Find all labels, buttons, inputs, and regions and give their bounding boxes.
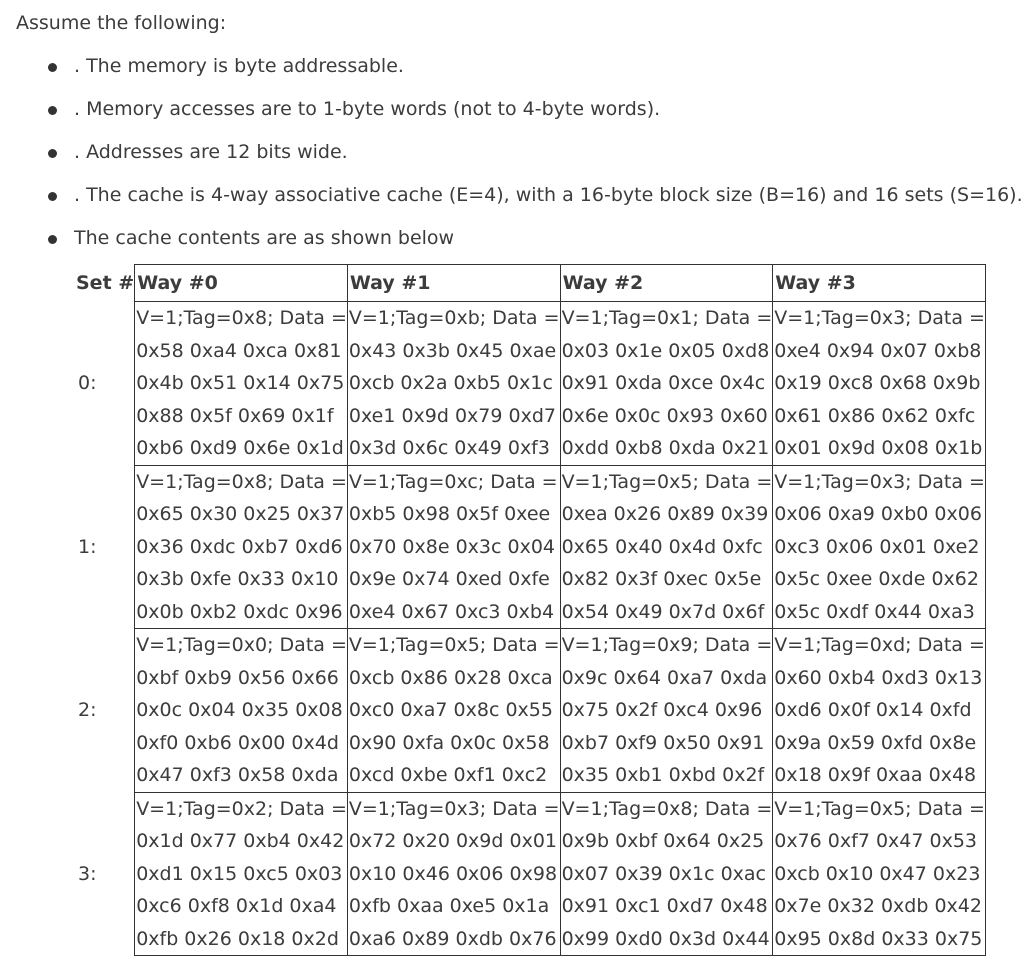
cache-line-header: V=1;Tag=0xd; Data = bbox=[774, 634, 985, 656]
cache-data-bytes: 0x36 0xdc 0xb7 0xd6 bbox=[136, 535, 343, 558]
table-header-row bbox=[74, 265, 985, 302]
cache-data-bytes: 0xa6 0x89 0xdb 0x76 bbox=[348, 927, 557, 950]
cache-data-bytes: 0x06 0xa9 0xb0 0x06 bbox=[774, 503, 982, 525]
cache-data-bytes: 0x5c 0xee 0xde 0x62 bbox=[774, 568, 979, 590]
cache-line-way-3 bbox=[773, 792, 986, 956]
cache-line-header: V=1;Tag=0x9; Data = bbox=[561, 634, 773, 656]
set-number-header: Set # bbox=[76, 272, 135, 294]
cache-line-way-3 bbox=[773, 465, 986, 629]
assumption-text: . The memory is byte addressable. bbox=[74, 55, 404, 77]
cache-line-way-0 bbox=[135, 465, 348, 629]
cache-data-bytes: 0x54 0x49 0x7d 0x6f bbox=[561, 600, 765, 623]
cache-data-bytes: 0xb5 0x98 0x5f 0xee bbox=[348, 503, 551, 525]
cache-line-way-0 bbox=[135, 629, 348, 793]
bullet-icon bbox=[48, 149, 57, 158]
table-row bbox=[74, 465, 985, 629]
cache-data-bytes: 0x07 0x39 0x1c 0xac bbox=[561, 862, 766, 885]
cache-line-header: V=1;Tag=0x3; Data = bbox=[774, 470, 985, 493]
cache-data-bytes: 0xcb 0x10 0x47 0x23 bbox=[774, 862, 981, 885]
assumption-text: . Memory accesses are to 1-byte words (not to 4-byte words). bbox=[74, 98, 661, 120]
cache-data-bytes: 0x65 0x30 0x25 0x37 bbox=[136, 503, 345, 525]
cache-line-way-1 bbox=[347, 792, 560, 956]
bullet-icon bbox=[48, 192, 57, 201]
assumption-text: . Addresses are 12 bits wide. bbox=[74, 141, 348, 163]
assumption-text: . The cache is 4-way associative cache (E=4), with a 16-byte block size (B=16) and 16 sets (S=16). bbox=[74, 184, 1023, 206]
set-number: 1: bbox=[78, 535, 97, 558]
cache-data-bytes: 0xea 0x26 0x89 0x39 bbox=[561, 503, 769, 525]
set-number: 3: bbox=[78, 862, 97, 885]
intro-text: Assume the following: bbox=[16, 12, 227, 34]
cache-data-bytes: 0x0c 0x04 0x35 0x08 bbox=[136, 699, 343, 721]
cache-data-bytes: 0x91 0xda 0xce 0x4c bbox=[561, 372, 766, 394]
cache-data-bytes: 0x90 0xfa 0x0c 0x58 bbox=[348, 731, 550, 754]
cache-line-header: V=1;Tag=0x5; Data = bbox=[774, 797, 985, 820]
cache-line-way-2 bbox=[560, 792, 773, 956]
cache-data-bytes: 0xbf 0xb9 0x56 0x66 bbox=[136, 666, 339, 689]
cache-line-way-3 bbox=[773, 302, 986, 466]
cache-data-bytes: 0x70 0x8e 0x3c 0x04 bbox=[348, 535, 555, 558]
cache-data-bytes: 0x0b 0xb2 0xdc 0x96 bbox=[136, 600, 343, 623]
cache-data-bytes: 0xd1 0x15 0xc5 0x03 bbox=[136, 862, 343, 885]
cache-data-bytes: 0xf0 0xb6 0x00 0x4d bbox=[136, 731, 339, 754]
cache-data-bytes: 0xcd 0xbe 0xf1 0xc2 bbox=[348, 764, 548, 786]
cache-data-bytes: 0x9e 0x74 0xed 0xfe bbox=[348, 568, 550, 590]
cache-line-header: V=1;Tag=0x3; Data = bbox=[774, 307, 985, 329]
cache-line-way-1 bbox=[347, 629, 560, 793]
bullet-icon bbox=[48, 63, 57, 72]
cache-data-bytes: 0xfb 0xaa 0xe5 0x1a bbox=[348, 895, 550, 917]
cache-data-bytes: 0x61 0x86 0x62 0xfc bbox=[774, 404, 976, 427]
cache-data-bytes: 0x3d 0x6c 0x49 0xf3 bbox=[348, 437, 550, 459]
cache-data-bytes: 0x10 0x46 0x06 0x98 bbox=[348, 862, 558, 885]
cache-data-bytes: 0x76 0xf7 0x47 0x53 bbox=[774, 830, 978, 852]
cache-line-header: V=1;Tag=0x8; Data = bbox=[136, 307, 347, 329]
cache-data-bytes: 0x4b 0x51 0x14 0x75 bbox=[136, 372, 345, 394]
cache-data-bytes: 0xc6 0xf8 0x1d 0xa4 bbox=[136, 895, 337, 917]
cache-data-bytes: 0xb6 0xd9 0x6e 0x1d bbox=[136, 437, 344, 459]
cache-data-bytes: 0xc3 0x06 0x01 0xe2 bbox=[774, 535, 980, 558]
cache-data-bytes: 0x75 0x2f 0xc4 0x96 bbox=[561, 699, 763, 721]
way-3-header: Way #3 bbox=[773, 265, 986, 302]
cache-data-bytes: 0x95 0x8d 0x33 0x75 bbox=[774, 927, 983, 950]
table-row bbox=[74, 302, 985, 466]
cache-line-way-1 bbox=[347, 465, 560, 629]
cache-data-bytes: 0x9b 0xbf 0x64 0x25 bbox=[561, 830, 765, 852]
cache-data-bytes: 0x58 0xa4 0xca 0x81 bbox=[136, 339, 342, 362]
cache-data-bytes: 0x3b 0xfe 0x33 0x10 bbox=[136, 568, 339, 590]
cache-data-bytes: 0x82 0x3f 0xec 0x5e bbox=[561, 568, 762, 590]
cache-data-bytes: 0x88 0x5f 0x69 0x1f bbox=[136, 404, 334, 427]
cache-line-header: V=1;Tag=0x3; Data = bbox=[348, 797, 560, 820]
cache-data-bytes: 0x35 0xb1 0xbd 0x2f bbox=[561, 764, 765, 786]
cache-data-bytes: 0x72 0x20 0x9d 0x01 bbox=[348, 830, 558, 852]
cache-line-way-2 bbox=[560, 302, 773, 466]
cache-data-bytes: 0xcb 0x86 0x28 0xca bbox=[348, 666, 553, 689]
cache-line-way-2 bbox=[560, 629, 773, 793]
way-1-header: Way #1 bbox=[347, 265, 560, 302]
cache-data-bytes: 0x60 0xb4 0xd3 0x13 bbox=[774, 666, 983, 689]
cache-data-bytes: 0xe4 0x94 0x07 0xb8 bbox=[774, 339, 982, 362]
cache-data-bytes: 0x19 0xc8 0x68 0x9b bbox=[774, 372, 981, 394]
cache-data-bytes: 0xb7 0xf9 0x50 0x91 bbox=[561, 731, 765, 754]
cache-data-bytes: 0xcb 0x2a 0xb5 0x1c bbox=[348, 372, 553, 394]
bullet-icon bbox=[48, 235, 57, 244]
cache-line-way-1 bbox=[347, 302, 560, 466]
cache-data-bytes: 0x9a 0x59 0xfd 0x8e bbox=[774, 731, 977, 754]
cache-data-bytes: 0x03 0x1e 0x05 0xd8 bbox=[561, 339, 770, 362]
cache-data-bytes: 0x43 0x3b 0x45 0xae bbox=[348, 339, 557, 362]
cache-data-bytes: 0xd6 0x0f 0x14 0xfd bbox=[774, 699, 972, 721]
cache-data-bytes: 0x47 0xf3 0x58 0xda bbox=[136, 764, 339, 786]
cache-data-bytes: 0x01 0x9d 0x08 0x1b bbox=[774, 437, 983, 459]
cache-line-header: V=1;Tag=0x1; Data = bbox=[561, 307, 773, 329]
cache-line-way-3 bbox=[773, 629, 986, 793]
cache-line-header: V=1;Tag=0x5; Data = bbox=[348, 634, 560, 656]
cache-data-bytes: 0xdd 0xb8 0xda 0x21 bbox=[561, 437, 770, 459]
set-number: 2: bbox=[78, 699, 97, 722]
way-0-header: Way #0 bbox=[135, 265, 348, 302]
cache-line-header: V=1;Tag=0x5; Data = bbox=[561, 470, 773, 493]
cache-table-body bbox=[74, 302, 985, 956]
cache-data-bytes: 0xc0 0xa7 0x8c 0x55 bbox=[348, 699, 553, 721]
cache-data-bytes: 0x7e 0x32 0xdb 0x42 bbox=[774, 895, 982, 917]
cache-line-way-2 bbox=[560, 465, 773, 629]
cache-line-header: V=1;Tag=0x2; Data = bbox=[136, 797, 347, 820]
cache-data-bytes: 0xe1 0x9d 0x79 0xd7 bbox=[348, 404, 556, 427]
cache-line-way-0 bbox=[135, 302, 348, 466]
way-2-header: Way #2 bbox=[560, 265, 773, 302]
cache-line-header: V=1;Tag=0xc; Data = bbox=[348, 470, 558, 493]
cache-data-bytes: 0x18 0x9f 0xaa 0x48 bbox=[774, 764, 977, 786]
cache-data-bytes: 0x91 0xc1 0xd7 0x48 bbox=[561, 895, 768, 917]
cache-data-bytes: 0x65 0x40 0x4d 0xfc bbox=[561, 535, 763, 558]
cache-line-header: V=1;Tag=0x0; Data = bbox=[136, 634, 347, 656]
cache-data-bytes: 0x5c 0xdf 0x44 0xa3 bbox=[774, 600, 975, 623]
cache-line-header: V=1;Tag=0x8; Data = bbox=[136, 470, 347, 493]
cache-line-way-0 bbox=[135, 792, 348, 956]
cache-line-header: V=1;Tag=0xb; Data = bbox=[348, 307, 560, 329]
cache-data-bytes: 0x6e 0x0c 0x93 0x60 bbox=[561, 404, 768, 427]
cache-data-bytes: 0xfb 0x26 0x18 0x2d bbox=[136, 927, 339, 950]
cache-contents-table bbox=[74, 264, 986, 956]
cache-data-bytes: 0x9c 0x64 0xa7 0xda bbox=[561, 666, 768, 689]
table-row bbox=[74, 629, 985, 793]
cache-data-bytes: 0xe4 0x67 0xc3 0xb4 bbox=[348, 600, 555, 623]
bullet-icon bbox=[48, 106, 57, 115]
table-row bbox=[74, 792, 985, 956]
cache-data-bytes: 0x99 0xd0 0x3d 0x44 bbox=[561, 927, 770, 950]
assumption-text: The cache contents are as shown below bbox=[74, 227, 455, 249]
cache-data-bytes: 0x1d 0x77 0xb4 0x42 bbox=[136, 830, 345, 852]
set-number: 0: bbox=[78, 372, 97, 395]
cache-line-header: V=1;Tag=0x8; Data = bbox=[561, 797, 773, 820]
